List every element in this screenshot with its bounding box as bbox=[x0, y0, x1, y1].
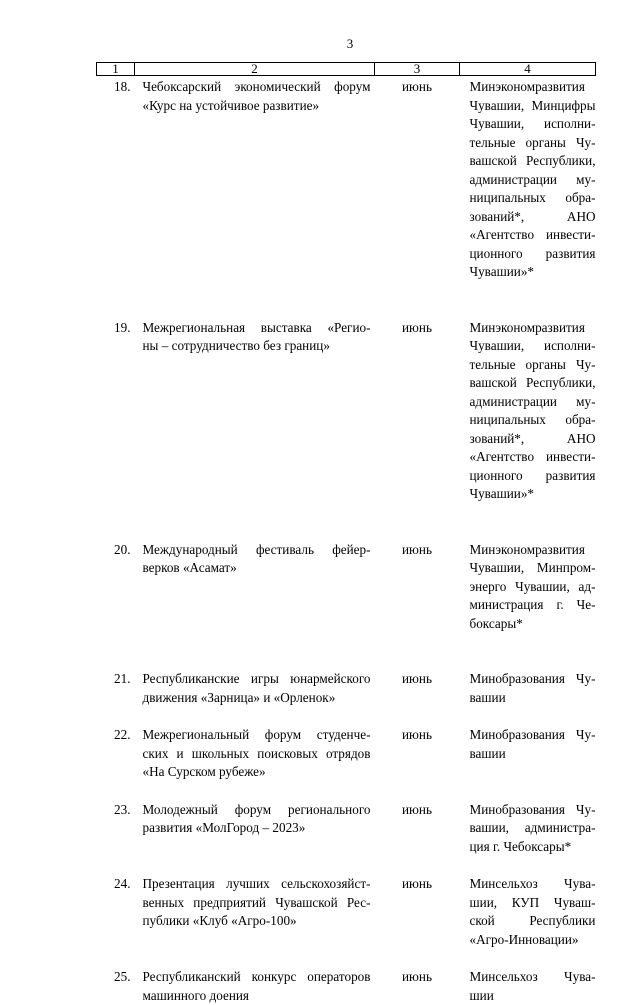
event-name bbox=[135, 76, 375, 319]
event-name-line: венных предприятий Чувашской Рес- bbox=[143, 894, 371, 913]
table-row bbox=[97, 319, 596, 541]
event-name-line: «Курс на устойчивое развитие» bbox=[143, 97, 371, 116]
row-number: 22. bbox=[97, 726, 135, 801]
table-header-row bbox=[97, 63, 596, 76]
event-name-line: Республиканский конкурс операторов bbox=[143, 968, 371, 987]
executor-line: вашии, администра- bbox=[470, 819, 596, 838]
table-row bbox=[97, 726, 596, 801]
executor-line: Минобразования Чу- bbox=[470, 801, 596, 820]
event-date: июнь bbox=[375, 875, 460, 968]
executor-line: Чувашии, Минпром- bbox=[470, 559, 596, 578]
executor-line: министрация г. Че- bbox=[470, 596, 596, 615]
event-name-line: ны – сотрудничество без границ» bbox=[143, 337, 371, 356]
event-date: июнь bbox=[375, 801, 460, 876]
executor-line: боксары* bbox=[470, 615, 596, 634]
executor-line: Минобразования Чу- bbox=[470, 670, 596, 689]
table-row bbox=[97, 541, 596, 671]
event-date: июнь bbox=[375, 670, 460, 726]
executor-line: вашии bbox=[470, 745, 596, 764]
executor-line: Чувашии, исполни- bbox=[470, 337, 596, 356]
events-table bbox=[96, 62, 596, 1005]
table-row bbox=[97, 801, 596, 876]
event-name-line: верков «Асамат» bbox=[143, 559, 371, 578]
event-date: июнь bbox=[375, 76, 460, 319]
executor-line: ской Республики bbox=[470, 912, 596, 931]
header-col-2: 2 bbox=[135, 63, 375, 76]
executor-line: ционного развития bbox=[470, 467, 596, 486]
executor-line: тельные органы Чу- bbox=[470, 134, 596, 153]
executor-line: вашской Республики, bbox=[470, 374, 596, 393]
executor-line: «Агро-Инновации» bbox=[470, 931, 596, 950]
executor-line: вашии bbox=[470, 689, 596, 708]
executor-line: шии bbox=[470, 987, 596, 1005]
executor-line: Минэкономразвития bbox=[470, 319, 596, 338]
event-date: июнь bbox=[375, 541, 460, 671]
event-executors bbox=[460, 76, 596, 319]
event-date: июнь bbox=[375, 726, 460, 801]
event-name bbox=[135, 670, 375, 726]
row-number: 19. bbox=[97, 319, 135, 541]
event-date: июнь bbox=[375, 968, 460, 1005]
header-col-3: 3 bbox=[375, 63, 460, 76]
event-executors bbox=[460, 875, 596, 968]
event-executors bbox=[460, 670, 596, 726]
row-number: 24. bbox=[97, 875, 135, 968]
event-name-line: Республиканские игры юнармейского bbox=[143, 670, 371, 689]
table-row bbox=[97, 76, 596, 319]
executor-line: шии, КУП Чуваш- bbox=[470, 894, 596, 913]
executor-line: энерго Чувашии, ад- bbox=[470, 578, 596, 597]
event-executors bbox=[460, 726, 596, 801]
table-row bbox=[97, 875, 596, 968]
event-name-line: развития «МолГород – 2023» bbox=[143, 819, 371, 838]
event-executors bbox=[460, 801, 596, 876]
table-row bbox=[97, 670, 596, 726]
event-name-line: Молодежный форум регионального bbox=[143, 801, 371, 820]
executor-line: Чувашии, исполни- bbox=[470, 115, 596, 134]
event-name-line: публики «Клуб «Агро-100» bbox=[143, 912, 371, 931]
executor-line: тельные органы Чу- bbox=[470, 356, 596, 375]
event-name-line: Межрегиональная выставка «Регио- bbox=[143, 319, 371, 338]
event-name-line: Международный фестиваль фейер- bbox=[143, 541, 371, 560]
executor-line: зований*, АНО bbox=[470, 430, 596, 449]
page-number: 3 bbox=[0, 36, 640, 52]
row-number: 25. bbox=[97, 968, 135, 1005]
event-executors bbox=[460, 541, 596, 671]
row-number: 23. bbox=[97, 801, 135, 876]
event-date: июнь bbox=[375, 319, 460, 541]
event-name-line: «На Сурском рубеже» bbox=[143, 763, 371, 782]
executor-line: администрации му- bbox=[470, 171, 596, 190]
executor-line: Минсельхоз Чува- bbox=[470, 875, 596, 894]
event-name-line: ских и школьных поисковых отрядов bbox=[143, 745, 371, 764]
executor-line: ция г. Чебоксары* bbox=[470, 838, 596, 857]
executor-line: вашской Республики, bbox=[470, 152, 596, 171]
executor-line: Минсельхоз Чува- bbox=[470, 968, 596, 987]
event-name-line: Презентация лучших сельскохозяйст- bbox=[143, 875, 371, 894]
event-executors bbox=[460, 968, 596, 1005]
row-number: 18. bbox=[97, 76, 135, 319]
event-name bbox=[135, 726, 375, 801]
event-name bbox=[135, 801, 375, 876]
executor-line: Минобразования Чу- bbox=[470, 726, 596, 745]
executor-line: ционного развития bbox=[470, 245, 596, 264]
event-name bbox=[135, 541, 375, 671]
event-name-line: Межрегиональный форум студенче- bbox=[143, 726, 371, 745]
executor-line: Минэкономразвития bbox=[470, 78, 596, 97]
executor-line: администрации му- bbox=[470, 393, 596, 412]
executor-line: «Агентство инвести- bbox=[470, 226, 596, 245]
event-name-line: движения «Зарница» и «Орленок» bbox=[143, 689, 371, 708]
header-col-1: 1 bbox=[97, 63, 135, 76]
header-col-4: 4 bbox=[460, 63, 596, 76]
event-name-line: машинного доения bbox=[143, 987, 371, 1005]
row-number: 21. bbox=[97, 670, 135, 726]
executor-line: ниципальных обра- bbox=[470, 189, 596, 208]
event-name bbox=[135, 968, 375, 1005]
event-name bbox=[135, 875, 375, 968]
executor-line: Чувашии, Минцифры bbox=[470, 97, 596, 116]
event-name-line: Чебоксарский экономический форум bbox=[143, 78, 371, 97]
executor-line: Чувашии»* bbox=[470, 485, 596, 504]
event-executors bbox=[460, 319, 596, 541]
executor-line: зований*, АНО bbox=[470, 208, 596, 227]
row-number: 20. bbox=[97, 541, 135, 671]
executor-line: Минэкономразвития bbox=[470, 541, 596, 560]
executor-line: «Агентство инвести- bbox=[470, 448, 596, 467]
executor-line: ниципальных обра- bbox=[470, 411, 596, 430]
executor-line: Чувашии»* bbox=[470, 263, 596, 282]
event-name bbox=[135, 319, 375, 541]
table-row bbox=[97, 968, 596, 1005]
